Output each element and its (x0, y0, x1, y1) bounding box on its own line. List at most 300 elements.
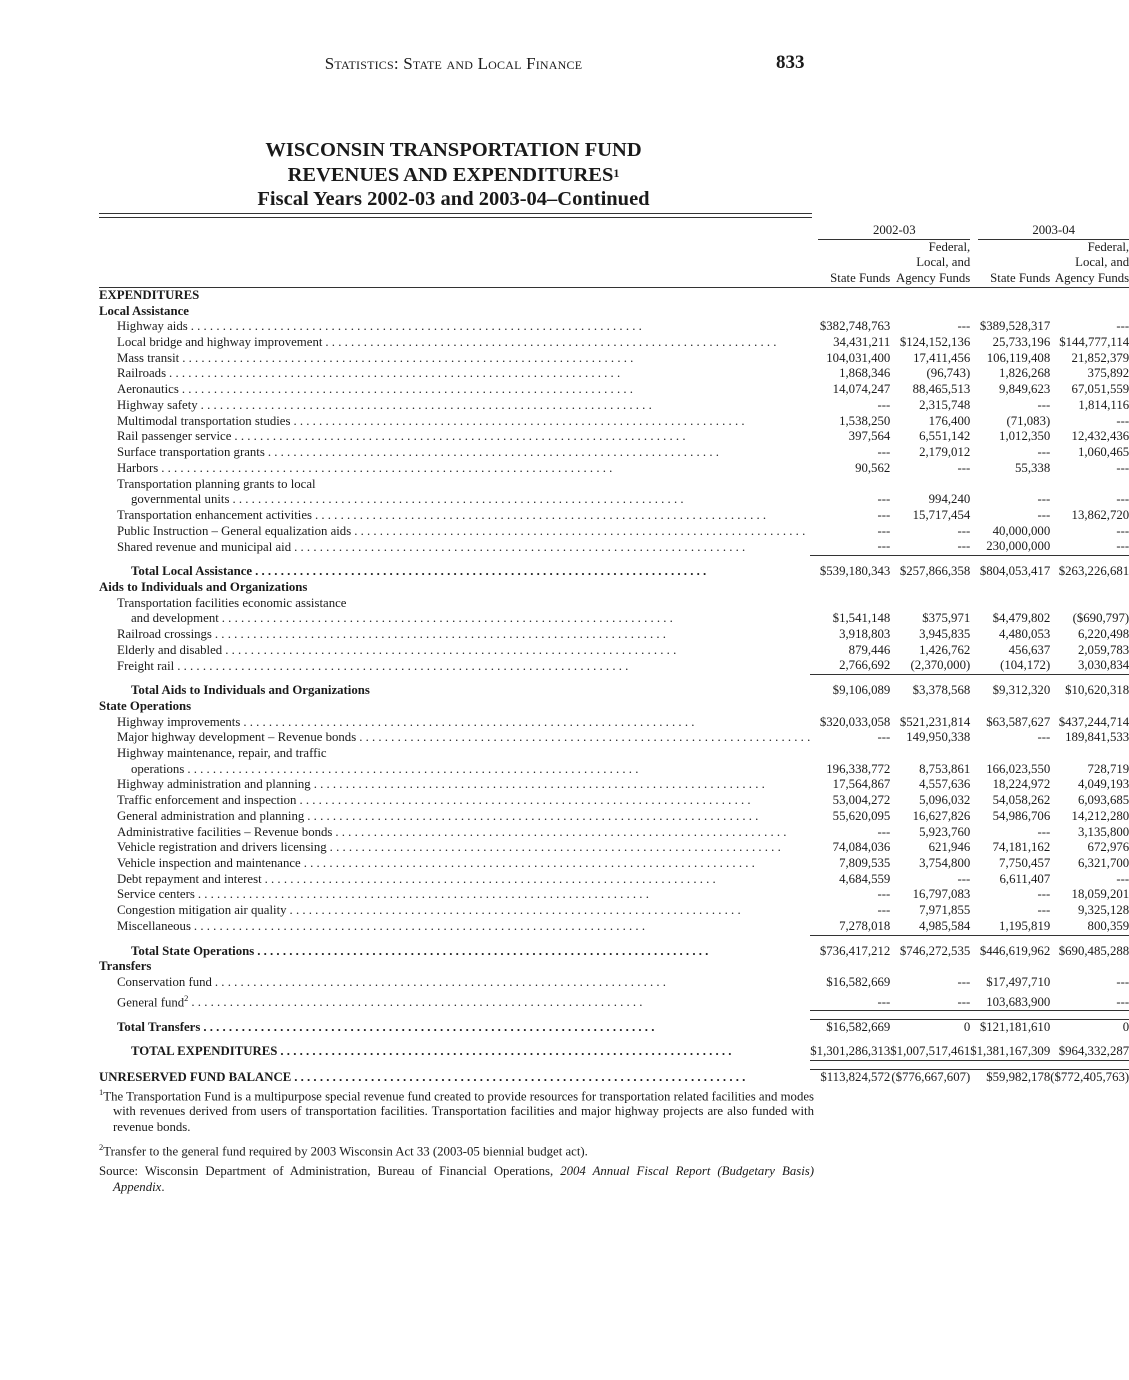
table-row (99, 335, 1129, 351)
row-label-string: Harbors (117, 460, 159, 475)
cell-value: --- (810, 539, 890, 555)
row-label: Highway maintenance, repair, and traffic (117, 746, 327, 760)
row-label-leader (117, 627, 810, 643)
cell-value: 67,051,559 (1071, 382, 1129, 397)
row-label-string: Vehicle inspection and maintenance (117, 856, 301, 871)
top-rule-2 (99, 217, 812, 218)
row-label-text (117, 335, 322, 351)
cell-value: ($776,667,607) (891, 1069, 971, 1084)
cell-value: 17,411,456 (913, 350, 971, 365)
row-label-leader (117, 335, 810, 351)
row-label (99, 991, 810, 1011)
row-label-string: Public Instruction – General equalization aids (117, 523, 352, 538)
row-label-text (117, 991, 188, 1011)
table-row (99, 903, 1129, 919)
cell-value: 1,826,268 (999, 366, 1051, 381)
cell-value: 1,426,762 (919, 642, 971, 657)
row-label-string: Railroad crossings (117, 626, 212, 641)
row-label-string: Highway improvements (117, 714, 241, 729)
table-row (99, 856, 1129, 872)
row-label (99, 445, 810, 461)
table-row (99, 809, 1129, 825)
cell-value: 9,325,128 (1077, 903, 1129, 918)
cell-value: 88,465,513 (912, 382, 971, 397)
row-label-text (117, 793, 296, 809)
row-label-leader (117, 840, 810, 856)
row-label-string: operations (131, 761, 185, 776)
row-label-string: TOTAL EXPENDITURES (131, 1044, 278, 1059)
cell-value: --- (1116, 319, 1129, 334)
cell-value: $1,007,517,461 (890, 1044, 970, 1060)
row-label-leader (117, 319, 810, 335)
table-row (99, 508, 1129, 524)
col-fed-line2: Local, and (1075, 255, 1129, 270)
row-label-text (131, 492, 229, 508)
row-label-text (131, 762, 184, 778)
section-label: Local Assistance (99, 303, 189, 318)
cell-value: 4,684,559 (839, 871, 891, 886)
row-label-leader (117, 659, 810, 675)
table-row (99, 887, 1129, 903)
row-label-text (131, 611, 219, 627)
section-label: Aids to Individuals and Organizations (99, 579, 308, 594)
row-label-leader (131, 611, 810, 627)
dot-leader (188, 319, 811, 335)
dot-leader (287, 903, 811, 919)
cell-value: 2,059,783 (1077, 642, 1129, 657)
dot-leader (184, 762, 810, 778)
row-label-leader (117, 903, 810, 919)
cell-value: 17,564,867 (832, 777, 891, 792)
cell-value: ($690,797) (1072, 611, 1129, 626)
cell-value: ($772,405,763) (1050, 1069, 1129, 1084)
cell-value: --- (1037, 824, 1051, 839)
dot-leader (188, 995, 810, 1011)
cell-value: --- (1050, 991, 1129, 1011)
total-row (99, 944, 1129, 960)
cell-value: (2,370,000) (890, 658, 970, 674)
cell-value: 18,224,972 (992, 777, 1051, 792)
cell-value: (71,083) (1006, 413, 1051, 428)
row-label (99, 856, 810, 872)
finance-table (99, 223, 1129, 1085)
cell-value: 7,809,535 (839, 856, 891, 871)
cell-value: 189,841,533 (1065, 730, 1129, 745)
cell-value: --- (877, 730, 891, 745)
cell-value: 6,551,142 (919, 429, 971, 444)
row-label-text (117, 887, 195, 903)
row-label-text (117, 351, 179, 367)
cell-value: $263,226,681 (1058, 564, 1129, 579)
cell-value: 4,049,193 (1077, 777, 1129, 792)
table-row (99, 414, 1129, 430)
row-label-leader (117, 414, 810, 430)
row-label (99, 351, 810, 367)
row-label-text (117, 1020, 200, 1036)
row-label-string: General fund (117, 995, 185, 1010)
dot-leader (198, 398, 811, 414)
row-label-string: Service centers (117, 887, 195, 902)
table-row (99, 524, 1129, 540)
row-label-text (117, 975, 212, 991)
row-label-leader (117, 809, 810, 825)
cell-value: 103,683,900 (970, 991, 1050, 1011)
row-label-string: Total Aids to Individuals and Organizations (131, 683, 370, 698)
cell-value: --- (1116, 413, 1129, 428)
cell-value: --- (957, 319, 971, 334)
row-label-string: Total Local Assistance (131, 564, 253, 579)
table-row (99, 762, 1129, 778)
cell-value: 6,220,498 (1077, 626, 1129, 641)
row-label (99, 1069, 810, 1085)
cell-value: $4,479,802 (992, 611, 1051, 626)
cell-value: 104,031,400 (826, 350, 891, 365)
cell-value: $320,033,058 (819, 714, 891, 729)
section-label: EXPENDITURES (99, 287, 200, 302)
row-label-leader (117, 730, 810, 746)
footnote-2: $^2$Transfer to the general fund required by 2003 Wisconsin Act 33 (2003-05 biennial budget act). (99, 1141, 588, 1159)
cell-value: 4,985,584 (890, 919, 970, 935)
year2-header: 2003-04 (970, 223, 1129, 240)
row-label-text (117, 627, 212, 643)
row-label (99, 564, 810, 580)
cell-value: --- (1116, 460, 1129, 475)
cell-value: 230,000,000 (970, 539, 1050, 555)
row-label-leader (131, 762, 810, 778)
row-label-text (117, 382, 179, 398)
cell-value: --- (1116, 975, 1129, 990)
cell-value: 1,814,116 (1078, 397, 1129, 412)
cell-value: --- (1037, 492, 1051, 507)
running-header (0, 54, 907, 74)
row-label-string: Multimodal transportation studies (117, 413, 291, 428)
cell-value: $16,582,669 (826, 975, 891, 990)
cell-value: 166,023,550 (986, 761, 1051, 776)
cell-value: $257,866,358 (899, 564, 971, 579)
row-label-string: Vehicle registration and drivers licensing (117, 840, 327, 855)
row-label-string: Debt repayment and interest (117, 871, 262, 886)
cell-value: 456,637 (1008, 642, 1051, 657)
col-fed-line3: Agency Funds (1054, 271, 1129, 286)
cell-value: 1,538,250 (839, 413, 891, 428)
row-label (99, 658, 810, 674)
cell-value: --- (877, 903, 891, 918)
row-label-text (117, 414, 290, 430)
row-label (99, 887, 810, 903)
row-label-text (117, 730, 356, 746)
row-label-leader (131, 944, 810, 960)
table-row (99, 658, 1129, 674)
title-line-3: Fiscal Years 2002-03 and 2003-04–Continued (257, 188, 650, 210)
cell-value: 1,868,346 (839, 366, 891, 381)
cell-value: 176,400 (928, 413, 971, 428)
dot-leader (158, 461, 810, 477)
cell-value: 55,338 (1015, 460, 1051, 475)
row-label (99, 429, 810, 445)
row-label-string: UNRESERVED FUND BALANCE (99, 1069, 292, 1084)
row-label-leader (131, 1044, 810, 1060)
col-fed-line1: Federal, (928, 239, 971, 254)
cell-value: 6,093,685 (1077, 793, 1129, 808)
dot-leader (262, 872, 811, 888)
cell-value: 40,000,000 (992, 523, 1051, 538)
row-label-leader (99, 1070, 810, 1086)
row-label-text (131, 944, 254, 960)
section-label: Transfers (99, 959, 152, 974)
section-label: State Operations (99, 698, 192, 713)
cell-value: --- (957, 975, 971, 990)
row-label-text (117, 825, 332, 841)
cell-value: 90,562 (855, 460, 891, 475)
table-row-label-wrap (99, 596, 1129, 612)
row-label-string: Mass transit (117, 350, 180, 365)
cell-value: (96,743) (926, 366, 971, 381)
cell-value: $437,244,714 (1058, 714, 1129, 729)
cell-value: --- (1037, 397, 1051, 412)
row-label-text (117, 872, 262, 888)
total-row (99, 1020, 1129, 1036)
row-label (99, 524, 810, 540)
dot-leader (219, 611, 811, 627)
row-label (99, 539, 810, 555)
cell-value: 74,084,036 (832, 840, 891, 855)
total-row (99, 1069, 1129, 1085)
row-label (99, 715, 810, 731)
row-label (99, 975, 810, 991)
cell-value: --- (1037, 903, 1051, 918)
section-header-row (99, 699, 1129, 715)
row-label-leader (117, 856, 810, 872)
cell-value: $17,497,710 (986, 975, 1051, 990)
total-row (99, 1044, 1129, 1060)
cell-value: 4,480,053 (999, 626, 1051, 641)
row-label-string: Highway administration and planning (117, 777, 311, 792)
row-label-text (117, 777, 311, 793)
dot-leader (356, 730, 810, 746)
dot-leader (222, 643, 810, 659)
row-label (99, 872, 810, 888)
table-row (99, 730, 1129, 746)
section-header-row (99, 304, 1129, 320)
table-row (99, 461, 1129, 477)
dot-leader (351, 524, 810, 540)
row-label (99, 944, 810, 960)
row-label-text (117, 508, 312, 524)
row-label-leader (117, 540, 810, 556)
row-label (99, 611, 810, 627)
cell-value: 0 (1050, 1020, 1129, 1036)
row-label-text (117, 809, 304, 825)
row-label-text (117, 715, 240, 731)
row-label (99, 382, 810, 398)
cell-value: --- (890, 991, 970, 1011)
dot-leader (231, 429, 810, 445)
row-label-text (117, 903, 287, 919)
table-row-label-wrap (99, 746, 1129, 762)
col-state-funds: State Funds (990, 271, 1051, 286)
cell-value: --- (957, 871, 971, 886)
cell-value: 2,179,012 (919, 445, 971, 460)
row-label (99, 683, 810, 699)
cell-value: 13,862,720 (1071, 507, 1129, 522)
row-label-string: Local bridge and highway improvement (117, 335, 323, 350)
col-fed-line2: Local, and (916, 255, 971, 270)
dot-leader (240, 715, 810, 731)
table-row (99, 445, 1129, 461)
cell-value: 7,750,457 (999, 856, 1051, 871)
year-header-row (99, 223, 1129, 240)
cell-value: 3,030,834 (1050, 658, 1129, 674)
row-label-string: Administrative facilities – Revenue bonds (117, 824, 333, 839)
dot-leader (291, 540, 810, 556)
dot-leader (311, 777, 811, 793)
row-label-string: General administration and planning (117, 808, 305, 823)
row-label-string: Railroads (117, 366, 167, 381)
row-label-text (99, 1070, 291, 1086)
cell-value: --- (957, 523, 971, 538)
cell-value: 0 (890, 1020, 970, 1036)
row-label: Transportation facilities economic assistance (117, 595, 347, 610)
cell-value: $1,301,286,313 (810, 1044, 890, 1060)
spacer-row (99, 1036, 1129, 1044)
row-label-leader (117, 382, 810, 398)
row-label (99, 335, 810, 351)
row-label-leader (117, 777, 810, 793)
cell-value: 1,195,819 (970, 919, 1050, 935)
cell-value: 7,278,018 (810, 919, 890, 935)
cell-value: $9,106,089 (832, 683, 891, 698)
col-fed-line3: Agency Funds (895, 271, 971, 286)
cell-value: 1,012,350 (999, 429, 1051, 444)
cell-value: 21,852,379 (1071, 350, 1129, 365)
table-title (0, 138, 907, 212)
row-label-leader (117, 975, 810, 991)
cell-value: --- (877, 445, 891, 460)
table-row (99, 366, 1129, 382)
cell-value: 9,849,623 (999, 382, 1051, 397)
table-row (99, 793, 1129, 809)
cell-value: 12,432,436 (1071, 429, 1129, 444)
row-label (99, 461, 810, 477)
dot-leader (166, 366, 810, 382)
row-label-text (117, 524, 351, 540)
row-label-leader (117, 887, 810, 903)
row-label-string: Total Transfers (117, 1020, 201, 1035)
source-note: Source: Wisconsin Department of Administration, Bureau of Financial Operations, 2004 Annual Fiscal Report (Budgetary Basis) Appendix. (99, 1164, 814, 1194)
cell-value: --- (877, 397, 891, 412)
section-header-row (99, 580, 1129, 596)
row-label-string: Shared revenue and municipal aid (117, 539, 292, 554)
row-label-text (117, 398, 198, 414)
cell-value: 74,181,162 (992, 840, 1051, 855)
title-line-2 (0, 163, 907, 188)
cell-value: --- (810, 991, 890, 1011)
row-label-leader (117, 715, 810, 731)
dot-leader (296, 793, 810, 809)
row-label (99, 730, 810, 746)
row-label-text (117, 919, 191, 935)
dot-leader (179, 351, 810, 367)
row-label (99, 643, 810, 659)
row-label-text (117, 643, 222, 659)
cell-value: $9,312,320 (992, 683, 1051, 698)
table-row (99, 975, 1129, 991)
table-row (99, 429, 1129, 445)
table-row (99, 611, 1129, 627)
table-row (99, 539, 1129, 555)
row-label-leader (117, 643, 810, 659)
page-number: 833 (776, 52, 805, 73)
cell-value: $1,381,167,309 (970, 1044, 1050, 1060)
cell-value: 54,986,706 (992, 808, 1051, 823)
cell-value: $964,332,287 (1050, 1044, 1129, 1060)
section-header-row (99, 287, 1129, 303)
dot-leader (200, 1020, 810, 1036)
cell-value: --- (1037, 730, 1051, 745)
dot-leader (332, 825, 810, 841)
row-label (99, 825, 810, 841)
row-label-leader (131, 492, 810, 508)
cell-value: 3,754,800 (919, 856, 971, 871)
row-label-leader (117, 508, 810, 524)
cell-value: --- (1116, 523, 1129, 538)
cell-value: --- (1037, 507, 1051, 522)
cell-value: $804,053,417 (979, 564, 1051, 579)
dot-leader (290, 414, 810, 430)
cell-value: 3,918,803 (839, 626, 891, 641)
cell-value: (104,172) (970, 658, 1050, 674)
cell-value: $389,528,317 (979, 319, 1051, 334)
dot-leader (174, 659, 810, 675)
dot-leader (212, 975, 810, 991)
spacer-row (99, 675, 1129, 684)
row-label-text (117, 461, 158, 477)
dot-leader (277, 1044, 810, 1060)
cell-value: --- (957, 460, 971, 475)
cell-value: $521,231,814 (899, 714, 971, 729)
cell-value: $375,971 (922, 611, 971, 626)
row-label-string: and development (131, 611, 219, 626)
spacer-row (99, 1011, 1129, 1020)
cell-value: $59,982,178 (970, 1069, 1050, 1085)
cell-value: 1,060,465 (1077, 445, 1129, 460)
cell-value: $736,417,212 (819, 943, 891, 958)
cell-value: --- (877, 824, 891, 839)
title-line-1: WISCONSIN TRANSPORTATION FUND (265, 139, 642, 161)
cell-value: 149,950,338 (906, 730, 971, 745)
cell-value: 6,611,407 (999, 871, 1051, 886)
table-row (99, 627, 1129, 643)
row-label-leader (117, 398, 810, 414)
cell-value: --- (877, 887, 891, 902)
row-label-leader (117, 429, 810, 445)
cell-value: $1,541,148 (832, 611, 891, 626)
table-row (99, 382, 1129, 398)
cell-value: 196,338,772 (826, 761, 891, 776)
cell-value: --- (1037, 445, 1051, 460)
row-label (99, 414, 810, 430)
footnotes (99, 1085, 814, 1200)
table-row (99, 492, 1129, 508)
col-fed-line1: Federal, (1087, 239, 1129, 254)
dot-leader (212, 627, 810, 643)
cell-value: 5,096,032 (919, 793, 971, 808)
table-row (99, 398, 1129, 414)
cell-value: $382,748,763 (819, 319, 891, 334)
total-row (99, 683, 1129, 699)
row-label: Transportation planning grants to local (117, 476, 316, 491)
row-label-leader (117, 919, 810, 935)
